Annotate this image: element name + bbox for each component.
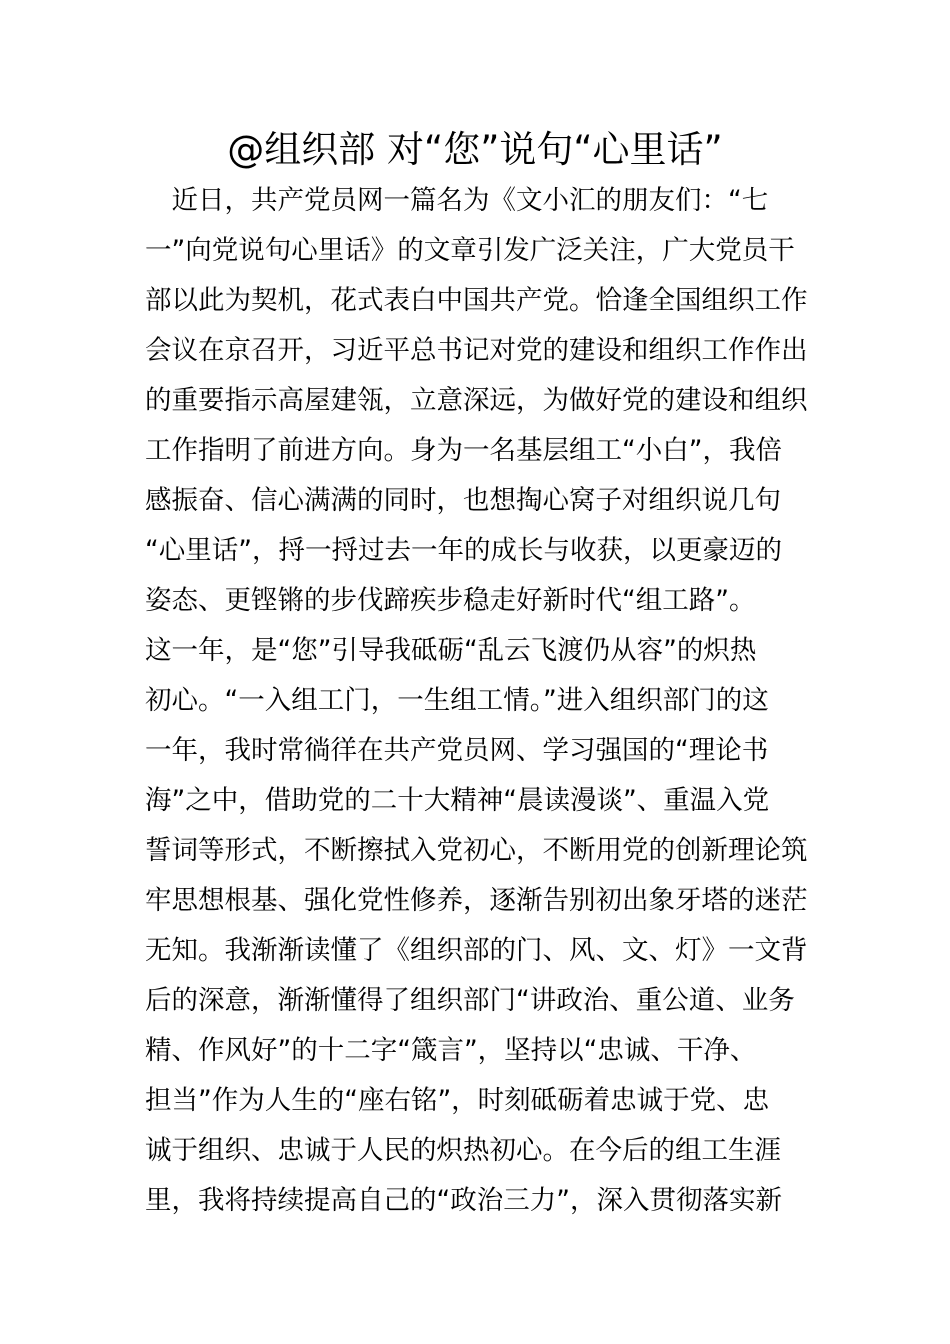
text-line: “心里话”，捋一捋过去一年的成长与收获，以更豪迈的 bbox=[145, 535, 782, 566]
text-line: 后的深意，渐渐懂得了组织部门“讲政治、重公道、业务 bbox=[145, 985, 795, 1016]
text-line: 担当”作为人生的“座右铭”，时刻砥砺着忠诚于党、忠 bbox=[145, 1085, 770, 1116]
text-line: 海”之中，借助党的二十大精神“晨读漫谈”、重温入党 bbox=[145, 785, 770, 816]
text-line: 一年，我时常徜徉在共产党员网、学习强国的“理论书 bbox=[145, 735, 769, 766]
text-line: 的重要指示高屋建瓴，立意深远，为做好党的建设和组织 bbox=[145, 385, 808, 416]
text-line: 工作指明了前进方向。身为一名基层组工“小白”，我倍 bbox=[145, 435, 782, 466]
text-line: 精、作风好”的十二字“箴言”，坚持以“忠诚、干净、 bbox=[145, 1035, 757, 1066]
text-line: 牢思想根基、强化党性修养，逐渐告别初出象牙塔的迷茫 bbox=[145, 885, 808, 916]
text-line: 姿态、更铿锵的步伐蹄疾步稳走好新时代“组工路”。 bbox=[145, 585, 756, 616]
text-line: 里，我将持续提高自己的“政治三力”，深入贯彻落实新 bbox=[145, 1185, 782, 1216]
text-line: 无知。我渐渐读懂了《组织部的门、风、文、灯》一文背 bbox=[145, 935, 808, 966]
text-line: 近日，共产党员网一篇名为《文小汇的朋友们：“七 bbox=[145, 185, 769, 216]
text-line: 初心。“一入组工门，一生组工情。”进入组织部门的这 bbox=[145, 685, 769, 716]
text-line: 会议在京召开，习近平总书记对党的建设和组织工作作出 bbox=[145, 335, 808, 366]
document-body bbox=[145, 176, 810, 1226]
text-line: 诚于组织、忠诚于人民的炽热初心。在今后的组工生涯 bbox=[145, 1135, 781, 1166]
text-line: 一”向党说句心里话》的文章引发广泛关注，广大党员干 bbox=[145, 235, 795, 266]
text-line: 这一年，是“您”引导我砥砺“乱云飞渡仍从容”的炽热 bbox=[145, 635, 757, 666]
text-line: 誓词等形式，不断擦拭入党初心，不断用党的创新理论筑 bbox=[145, 835, 808, 866]
document-title: @组织部 对“您”说句“心里话” bbox=[227, 128, 723, 171]
text-line: 部以此为契机，花式表白中国共产党。恰逢全国组织工作 bbox=[145, 285, 808, 316]
text-line: 感振奋、信心满满的同时，也想掏心窝子对组织说几句 bbox=[145, 485, 781, 516]
